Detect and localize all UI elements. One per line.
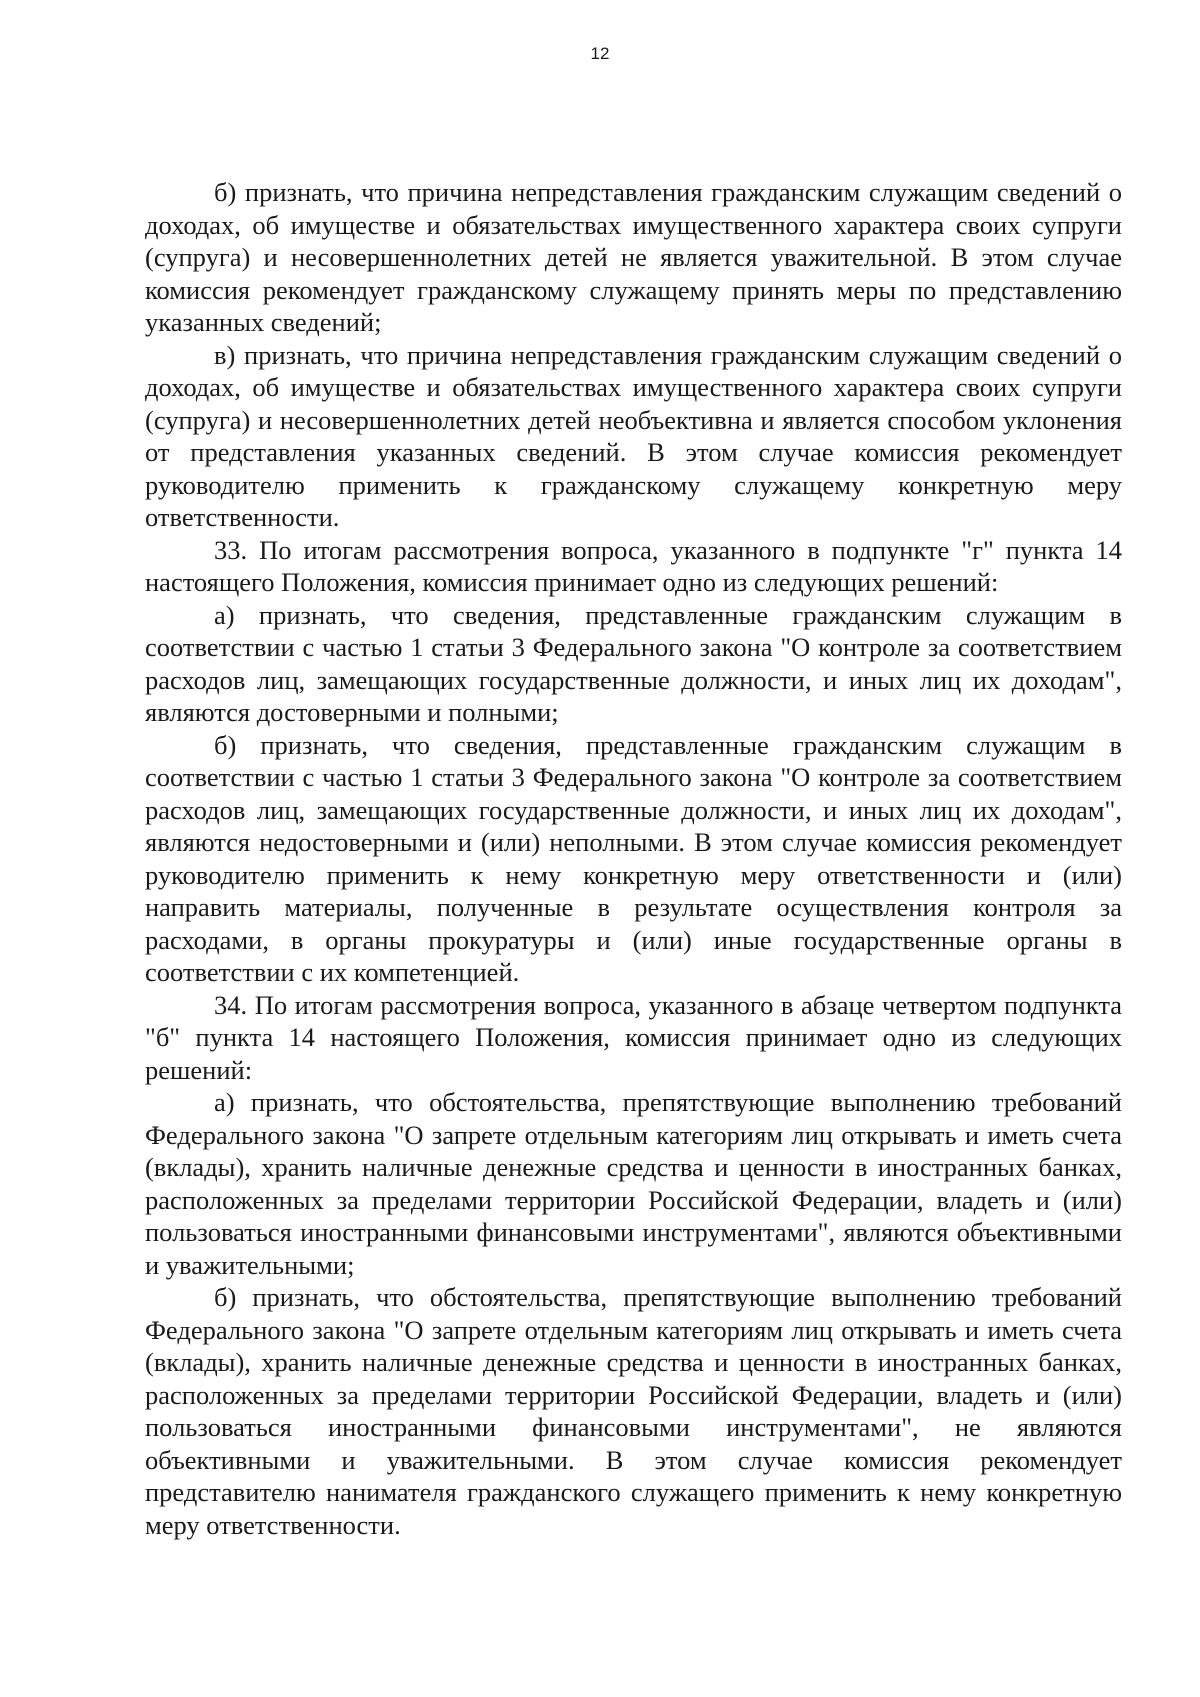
paragraph-34b: б) признать, что обстоятельства, препятствующие выполнению требований Федерального закона "О запрете отдельным категориям лиц открывать и иметь счета (вклады), хранить наличные денежные средства и ценности в иностранных банках, расположенных за пределами территории Российской Федерации, владеть и (или) пользоваться иностранными финансовыми инструментами", не являются объективными и уважительными. В этом случае комиссия рекомендует представителю нанимателя гражданского служащего применить к нему конкретную меру ответственности. bbox=[145, 1282, 1122, 1540]
paragraph-34a: а) признать, что обстоятельства, препятствующие выполнению требований Федерального закона "О запрете отдельным категориям лиц открывать и иметь счета (вклады), хранить наличные денежные средства и ценности в иностранных банках, расположенных за пределами территории Российской Федерации, владеть и (или) пользоваться иностранными финансовыми инструментами", являются объективными и уважительными; bbox=[145, 1087, 1122, 1280]
page-number: 12 bbox=[590, 44, 610, 63]
paragraph-33: 33. По итогам рассмотрения вопроса, указанного в подпункте "г" пункта 14 настоящего Положения, комиссия принимает одно из следующих решений: bbox=[145, 534, 1122, 597]
document-body bbox=[145, 176, 1122, 1541]
paragraph-33b: б) признать, что сведения, представленные гражданским служащим в соответствии с частью 1 статьи 3 Федерального закона "О контроле за соответствием расходов лиц, замещающих государственные должности, и иных лиц их доходам", являются недостоверными и (или) неполными. В этом случае комиссия рекомендует руководителю применить к нему конкретную меру ответственности и (или) направить материалы, полученные в результате осуществления контроля за расходами, в органы прокуратуры и (или) иные государственные органы в соответствии с их компетенцией. bbox=[145, 729, 1122, 987]
paragraph-32b: б) признать, что причина непредставления гражданским служащим сведений о доходах, об имуществе и обязательствах имущественного характера своих супруги (супруга) и несовершеннолетних детей не является уважительной. В этом случае комиссия рекомендует гражданскому служащему принять меры по представлению указанных сведений; bbox=[145, 177, 1122, 337]
paragraph-34: 34. По итогам рассмотрения вопроса, указанного в абзаце четвертом подпункта "б" пункта 14 настоящего Положения, комиссия принимает одно из следующих решений: bbox=[145, 989, 1122, 1085]
paragraph-32v: в) признать, что причина непредставления гражданским служащим сведений о доходах, об имуществе и обязательствах имущественного характера своих супруги (супруга) и несовершеннолетних детей необъективна и является способом уклонения от представления указанных сведений. В этом случае комиссия рекомендует руководителю применить к гражданскому служащему конкретную меру ответственности. bbox=[145, 339, 1122, 532]
paragraph-33a: а) признать, что сведения, представленные гражданским служащим в соответствии с частью 1 статьи 3 Федерального закона "О контроле за соответствием расходов лиц, замещающих государственные должности, и иных лиц их доходам", являются достоверными и полными; bbox=[145, 599, 1122, 727]
